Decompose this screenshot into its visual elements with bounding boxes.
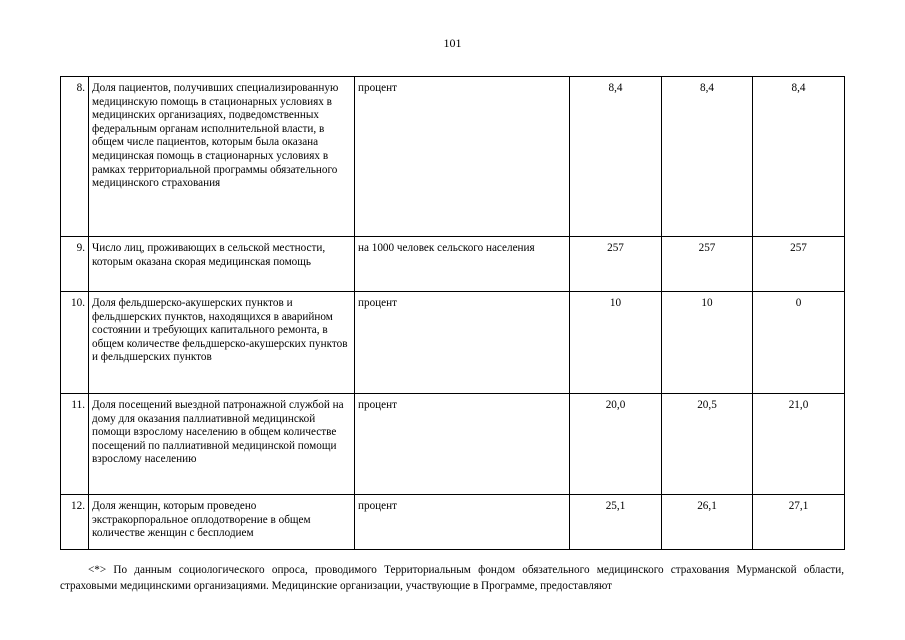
unit-of-measure: процент bbox=[355, 495, 570, 550]
value-year-3: 27,1 bbox=[753, 495, 845, 550]
value-year-2: 20,5 bbox=[662, 394, 753, 495]
value-year-1: 8,4 bbox=[570, 77, 662, 237]
value-year-1: 10 bbox=[570, 292, 662, 394]
row-number: 9. bbox=[61, 237, 89, 292]
footnote: <*> По данным социологического опроса, проводимого Территориальным фондом обязательного медицинского страхования Мурманской области, страховыми медицинскими организациями. Медицинские организации, участвующие в Программе, предоставляют bbox=[60, 564, 844, 592]
value-year-3: 257 bbox=[753, 237, 845, 292]
indicator-name: Доля посещений выездной патронажной службой на дому для оказания паллиативной медицинской помощи взрослому населению в общем количестве посещений по паллиативной медицинской помощи взрослому населению bbox=[89, 394, 355, 495]
value-year-2: 257 bbox=[662, 237, 753, 292]
value-year-2: 26,1 bbox=[662, 495, 753, 550]
indicator-name: Число лиц, проживающих в сельской местности, которым оказана скорая медицинская помощь bbox=[89, 237, 355, 292]
value-year-3: 8,4 bbox=[753, 77, 845, 237]
value-year-1: 20,0 bbox=[570, 394, 662, 495]
value-year-2: 8,4 bbox=[662, 77, 753, 237]
row-number: 10. bbox=[61, 292, 89, 394]
indicator-name: Доля женщин, которым проведено экстракорпоральное оплодотворение в общем количестве женщин с бесплодием bbox=[89, 495, 355, 550]
row-number: 11. bbox=[61, 394, 89, 495]
indicators-table bbox=[60, 76, 845, 550]
value-year-1: 257 bbox=[570, 237, 662, 292]
unit-of-measure: процент bbox=[355, 77, 570, 237]
table-row bbox=[61, 292, 845, 394]
unit-of-measure: на 1000 человек сельского населения bbox=[355, 237, 570, 292]
value-year-2: 10 bbox=[662, 292, 753, 394]
unit-of-measure: процент bbox=[355, 292, 570, 394]
row-number: 8. bbox=[61, 77, 89, 237]
indicator-name: Доля фельдшерско-акушерских пунктов и фельдшерских пунктов, находящихся в аварийном состоянии и требующих капитального ремонта, в общем количестве фельдшерско-акушерских пунктов и фельдшерских пунктов bbox=[89, 292, 355, 394]
value-year-1: 25,1 bbox=[570, 495, 662, 550]
table-row bbox=[61, 394, 845, 495]
page-number: 101 bbox=[443, 36, 462, 50]
table-row bbox=[61, 495, 845, 550]
value-year-3: 0 bbox=[753, 292, 845, 394]
value-year-3: 21,0 bbox=[753, 394, 845, 495]
table-row bbox=[61, 237, 845, 292]
row-number: 12. bbox=[61, 495, 89, 550]
unit-of-measure: процент bbox=[355, 394, 570, 495]
indicator-name: Доля пациентов, получивших специализированную медицинскую помощь в стационарных условиях в медицинских организациях, подведомственных федеральным органам исполнительной власти, в общем числе пациентов, которым была оказана медицинская помощь в стационарных условиях в рамках территориальной программы обязательного медицинского страхования bbox=[89, 77, 355, 237]
table-row bbox=[61, 77, 845, 237]
